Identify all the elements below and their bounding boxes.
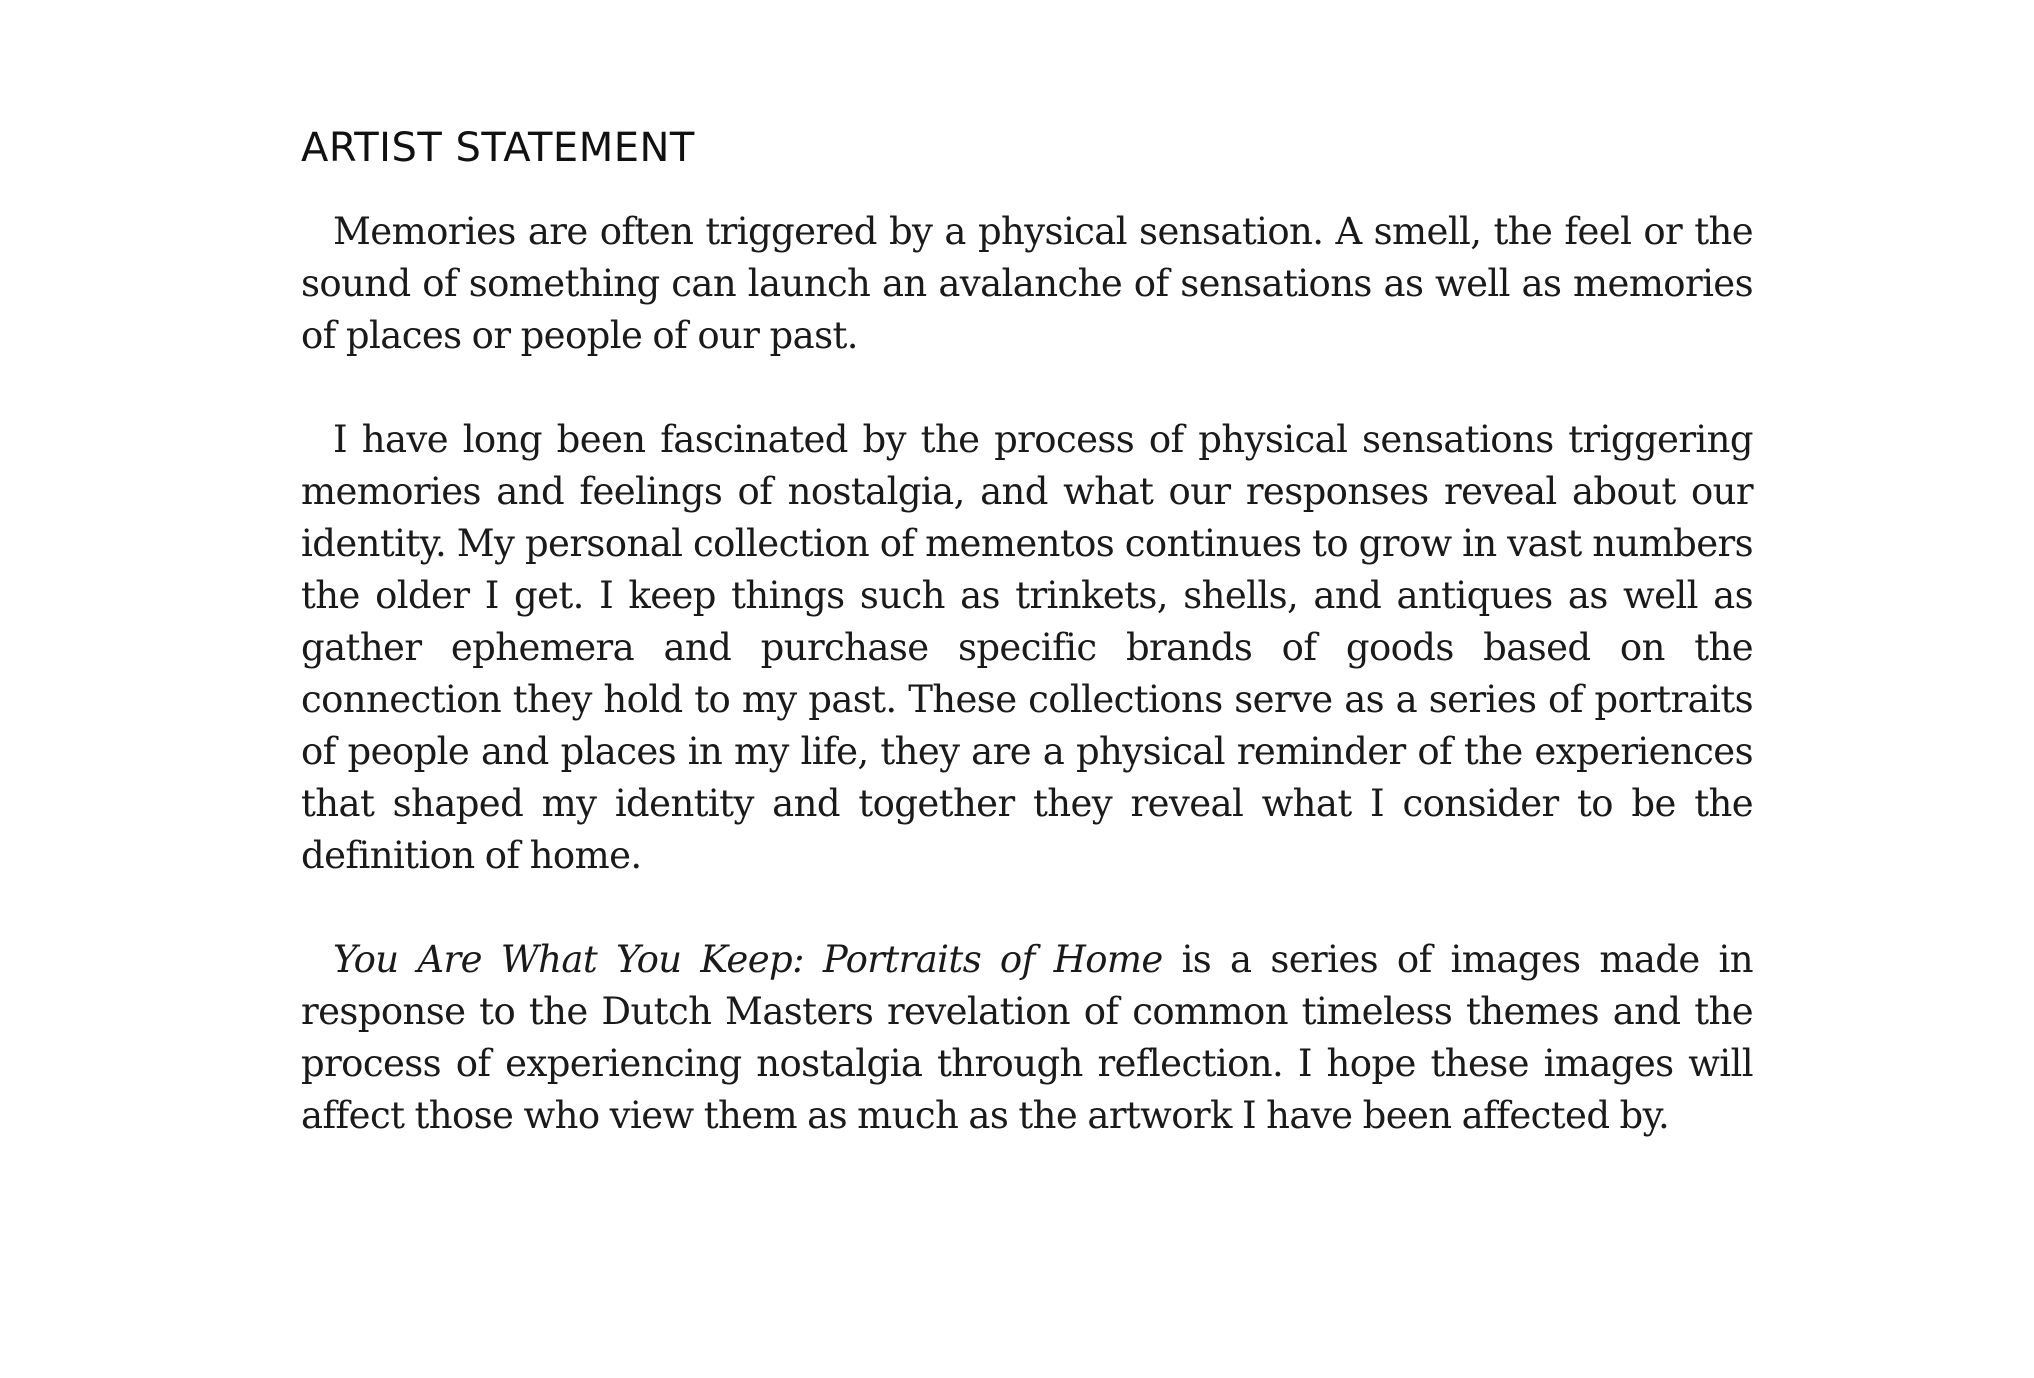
paragraph-series	[301, 934, 1753, 1142]
paragraph-text: I have long been fascinated by the process of physical sensations triggering memories and feelings of nostalgia, and what our responses reveal about our identity. My personal collection of mementos continues to grow in vast numbers the older I get. I keep things such as trinkets, shells, and antiques as well as gather ephemera and purchase specific brands of goods based on the connection they hold to my past. These collections serve as a series of portraits of people and places in my life, they are a physical reminder of the experiences that shaped my identity and together they reveal what I consider to be the definition of home.	[301, 418, 1753, 877]
series-title: You Are What You Keep: Portraits of Home	[333, 938, 1163, 981]
document-body	[301, 122, 1753, 1142]
paragraph-memories	[301, 206, 1753, 362]
paragraph-text: Memories are often triggered by a physical sensation. A smell, the feel or the sound of something can launch an avalanche of sensations as well as memories of places or people of our past.	[301, 210, 1753, 357]
paragraph-fascination	[301, 414, 1753, 882]
page-title: ARTIST STATEMENT	[301, 125, 695, 171]
paragraph-text: is a series of images made in response to the Dutch Masters revelation of common timeless themes and the process of experiencing nostalgia through reflection. I hope these images will affect those who view them as much as the artwork I have been affected by.	[301, 938, 1753, 1137]
